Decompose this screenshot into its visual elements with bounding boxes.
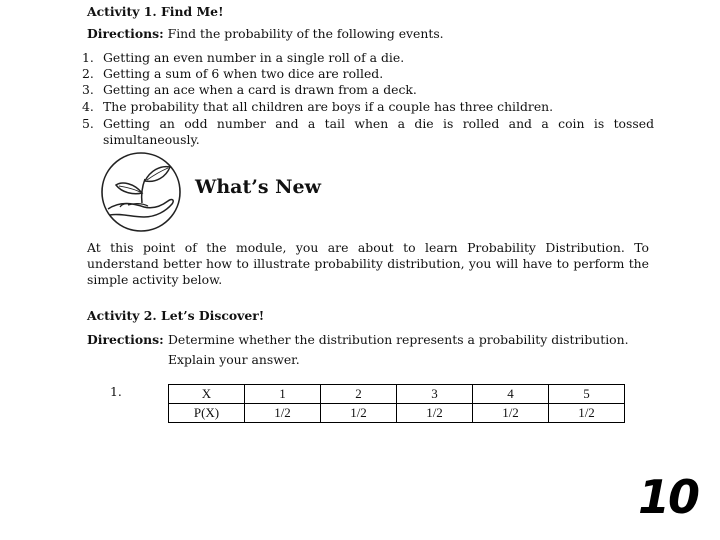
- table-row: [169, 385, 625, 404]
- activity2-directions-line2: Explain your answer.: [168, 352, 300, 367]
- hand-sprout-icon: [98, 151, 184, 233]
- directions-label: Directions:: [87, 26, 164, 41]
- probability-table: [168, 384, 625, 423]
- activity1-title: Activity 1. Find Me!: [87, 4, 224, 19]
- table-cell: 1: [245, 385, 321, 404]
- item-number: 3.: [82, 82, 94, 97]
- table-cell: 1/2: [549, 404, 625, 423]
- item-text: The probability that all children are boys if a couple has three children.: [103, 99, 554, 114]
- item-text: Getting an even number in a single roll of a die.: [103, 50, 405, 65]
- table-cell: 2: [321, 385, 397, 404]
- item-number: 1.: [82, 50, 94, 65]
- table-cell: 3: [397, 385, 473, 404]
- table-cell: P(X): [169, 404, 245, 423]
- activity2-directions-line1: Determine whether the distribution represents a probability distribution.: [168, 332, 629, 347]
- directions-text: Find the probability of the following events.: [167, 26, 444, 41]
- item-number: 2.: [82, 66, 94, 81]
- whats-new-paragraph: At this point of the module, you are about to learn Probability Distribution. To understand better how to illustrate probability distribution, you will have to perform the simple activity below.: [87, 240, 649, 287]
- item-number: 4.: [82, 99, 94, 114]
- problem-number: 1.: [110, 384, 122, 399]
- table-cell: 1/2: [321, 404, 397, 423]
- activity1-directions: [87, 26, 444, 42]
- activity2-title: Activity 2. Let’s Discover!: [87, 308, 265, 323]
- item-text: Getting an ace when a card is drawn from a deck.: [103, 82, 417, 97]
- list-item: [82, 116, 654, 148]
- whats-new-heading: What’s New: [195, 176, 321, 198]
- table-cell: 1/2: [245, 404, 321, 423]
- activity2-directions-label: Directions:: [87, 332, 164, 347]
- table-cell: 4: [473, 385, 549, 404]
- item-text: Getting an odd number and a tail when a die is rolled and a coin is tossed simultaneously.: [103, 116, 654, 147]
- table-cell: 5: [549, 385, 625, 404]
- item-number: 5.: [82, 116, 94, 131]
- table-cell: 1/2: [473, 404, 549, 423]
- table-row: [169, 404, 625, 423]
- item-text: Getting a sum of 6 when two dice are rolled.: [103, 66, 384, 81]
- table-cell: X: [169, 385, 245, 404]
- page-number: 10: [637, 470, 698, 524]
- table-cell: 1/2: [397, 404, 473, 423]
